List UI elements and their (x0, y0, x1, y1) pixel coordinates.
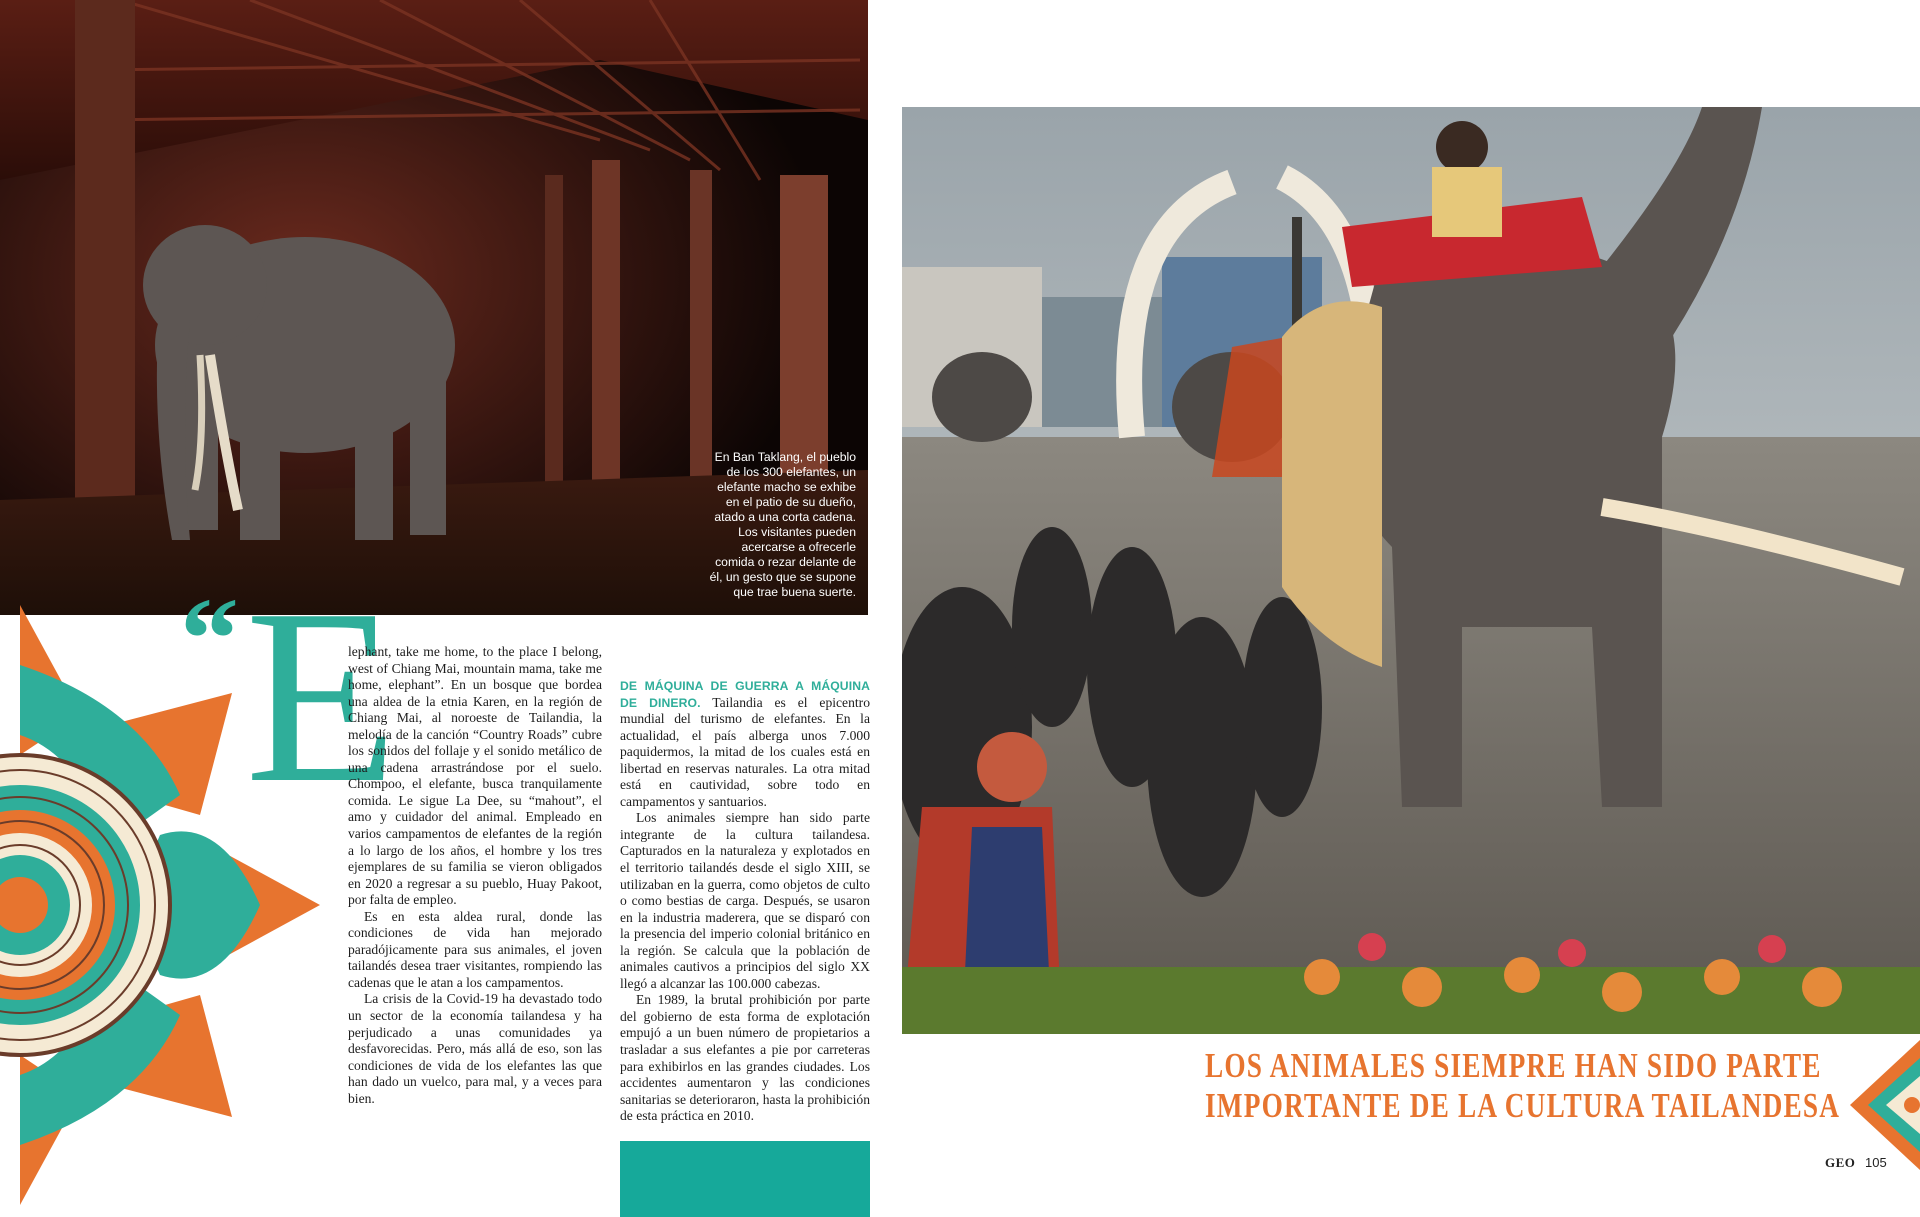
corner-ornament-art (1840, 1040, 1920, 1170)
article-paragraph: En 1989, la brutal prohibición por parte del gobierno de esta forma de explotación empujó a un buen número de propietarios a trasladar a sus elefantes a pie por carreteras para exhibirlos en las grandes ciudades. Los accidentes aumentaron y las condiciones sanitarias se deterioraron, hasta la prohibición de esta práctica en 2010. (620, 992, 870, 1124)
corner-ornament (1840, 1040, 1920, 1170)
photo-caption: En Ban Taklang, el pueblo de los 300 elefantes, un elefante macho se exhibe en el patio de su dueño, atado a una corta cadena. Los visitantes pueden acercarse a ofrecerle comida o rezar delante de él, un gesto que se supone que trae buena suerte. (709, 450, 856, 599)
article-paragraph: Los animales siempre han sido parte integrante de la cultura tailandesa. Capturados en la naturaleza y explotados en el territorio tailandés desde el siglo XIII, se utilizaban en la guerra, como objetos de culto o como bestias de carga. Después, se usaron en la industria maderera, que se disparó con la presencia del imperio colonial británico en la región. Se calcula que la población de animales cautivos a principios del siglo XX llegó a alcanzar las 100.000 cabezas. (620, 810, 870, 991)
drop-cap-quote: “ (180, 573, 239, 704)
section-paragraph (620, 678, 870, 810)
photo-elephant-festival (902, 107, 1920, 1034)
article-lead-paragraph: lephant, take me home, to the place I belong, west of Chiang Mai, mountain mama, take me home, elephant”. En un bosque que bordea una aldea de la etnia Karen, en la región de Chiang Mai, al noroeste de Tailandia, la melodía de la canción “Country Roads” cubre los sonidos del follaje y el sonido metálico de una cadena arrastrándose por el suelo. Chompoo, el elefante, busca tranquilamente comida. Le sigue La Dee, su “mahout”, el amo y cuidador del animal. Empleado en varios campamentos de elefantes de la región a lo largo de los años, el hombre y los tres ejemplares de su familia se vieron obligados en 2020 a regresar a su pueblo, Huay Pakoot, por falta de empleo. (348, 644, 602, 908)
article-column-2 (620, 678, 870, 1125)
magazine-name: GEO (1825, 1155, 1856, 1170)
pull-quote (1205, 1046, 1841, 1126)
article-column-1 (348, 644, 602, 1107)
pull-quote-line-1: LOS ANIMALES SIEMPRE HAN SIDO PARTE (1205, 1046, 1822, 1085)
page-folio (1825, 1155, 1887, 1171)
pull-quote-line-2: IMPORTANTE DE LA CULTURA TAILANDESA (1205, 1086, 1841, 1125)
article-paragraph: Es en esta aldea rural, donde las condiciones de vida han mejorado paradójicamente para sus animales, el joven tailandés desea traer visitantes, rompiendo las cadenas que le atan a los campamentos. (348, 908, 602, 990)
photo-elephant-festival-art (902, 107, 1920, 1034)
article-paragraph: La crisis de la Covid-19 ha devastado todo un sector de la economía tailandesa y ha perjudicado a unas comunidades ya desfavorecidas. Pero, más allá de eso, son las condiciones de vida de los elefantes las que han dado un vuelco, para mal, y a veces para bien. (348, 991, 602, 1106)
teal-color-block (620, 1141, 870, 1217)
drop-cap-letter: E (245, 558, 398, 835)
section-lead-text: Tailandia es el epicentro mundial del turismo de elefantes. En la actualidad, el país alberga unos 7.000 paquidermos, la mitad de los cuales está en libertad en reservas naturales. La otra mitad está en cautividad, sobre todo en campamentos y santuarios. (620, 694, 870, 809)
page-number: 105 (1865, 1155, 1887, 1170)
section-heading: DE MÁQUINA DE GUERRA A MÁQUINA DE DINERO. (620, 679, 870, 710)
